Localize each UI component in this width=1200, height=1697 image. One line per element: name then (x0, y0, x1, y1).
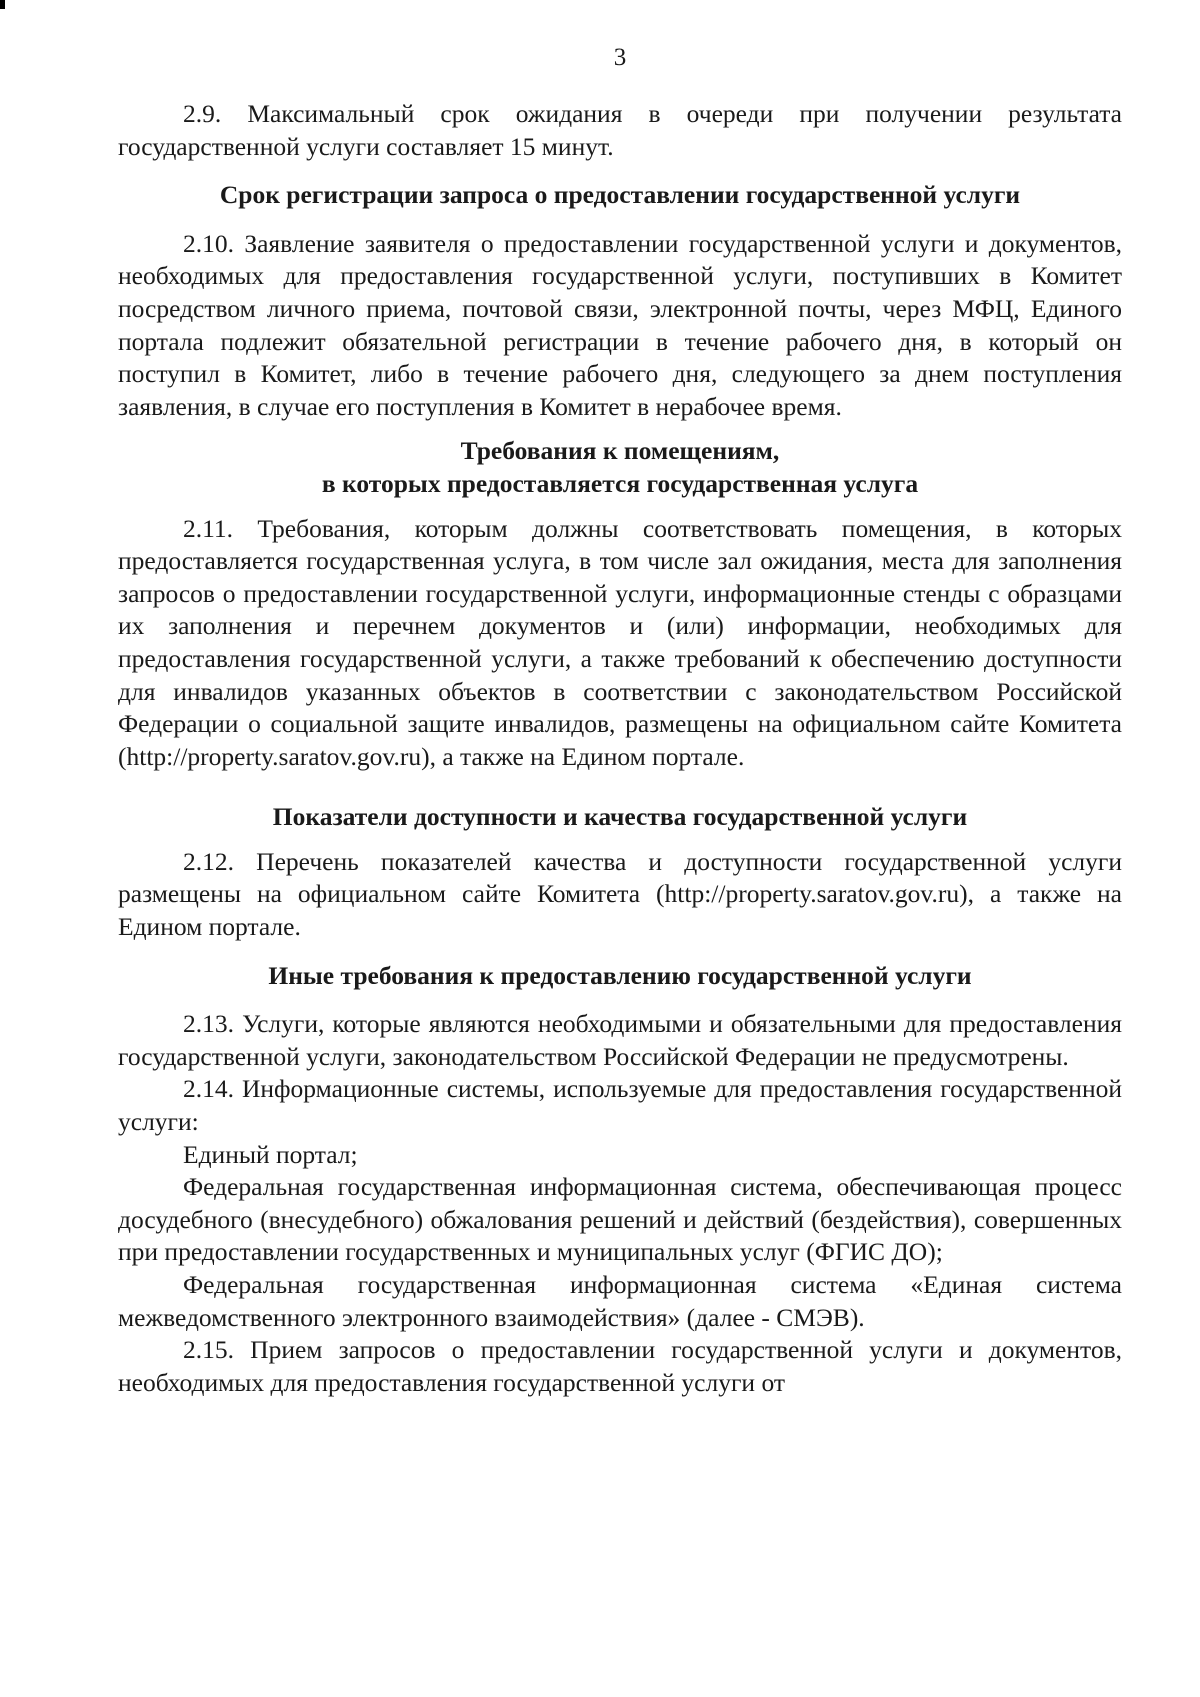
heading-indicators: Показатели доступности и качества государственной услуги (272, 802, 968, 832)
heading-registration-term: Срок регистрации запроса о предоставлении государственной услуги (219, 180, 1021, 210)
scan-corner-mark (0, 0, 5, 9)
list-item-portal: Единый портал; (183, 1139, 358, 1169)
paragraph-2-11: 2.11. Требования, которым должны соответствовать помещения, в которых предоставляется государственная услуга, в том числе зал ожидания, места для заполнения запросов о предоставлении государственной услуги, информационные стенды с образцами их заполнения и перечнем документов и (или) информации, необходимых для предоставления государственной услуги, а также требований к обеспечению доступности для инвалидов указанных объектов в соответствии с законодательством Российской Федерации о социальной защите инвалидов, размещены на официальном сайте Комитета (http://property.saratov.gov.ru), а также на Едином портале. (118, 513, 1122, 771)
heading-premises-line2: в которых предоставляется государственная услуга (321, 468, 919, 498)
document-page (118, 40, 1122, 1399)
paragraph-2-10: 2.10. Заявление заявителя о предоставлении государственной услуги и документов, необходимых для предоставления государственной услуги, поступивших в Комитет посредством личного приема, почтовой связи, электронной почты, через МФЦ, Единого портала подлежит обязательной регистрации в течение рабочего дня, в который он поступил в Комитет, либо в течение рабочего дня, следующего за днем поступления заявления, в случае его поступления в Комитет в нерабочее время. (118, 228, 1122, 421)
paragraph-2-14: 2.14. Информационные системы, используемые для предоставления государственной услуги: (118, 1074, 1122, 1137)
heading-other-requirements: Иные требования к предоставлению государственной услуги (268, 960, 972, 990)
paragraph-2-13: 2.13. Услуги, которые являются необходимыми и обязательными для предоставления государственной услуги, законодательством Российской Федерации не предусмотрены. (118, 1009, 1122, 1071)
heading-premises-line1: Требования к помещениям, (460, 436, 780, 466)
paragraph-2-12: 2.12. Перечень показателей качества и доступности государственной услуги размещены на официальном сайте Комитета (http://property.saratov.gov.ru), а также на Едином портале. (118, 846, 1122, 942)
paragraph-2-15: 2.15. Прием запросов о предоставлении государственной услуги и документов, необходимых для предоставления государственной услуги от (118, 1335, 1122, 1397)
paragraph-2-9: 2.9. Максимальный срок ожидания в очереди при получении результата государственной услуги составляет 15 минут. (118, 99, 1122, 161)
page-number: 3 (613, 44, 627, 71)
list-item-smev: Федеральная государственная информационная система «Единая система межведомственного электронного взаимодействия» (далее - СМЭВ). (118, 1270, 1122, 1332)
list-item-fgis: Федеральная государственная информационная система, обеспечивающая процесс досудебного (внесудебного) обжалования решений и действий (бездействия), совершенных при предоставлении государственных и муниципальных услуг (ФГИС ДО); (118, 1172, 1122, 1267)
